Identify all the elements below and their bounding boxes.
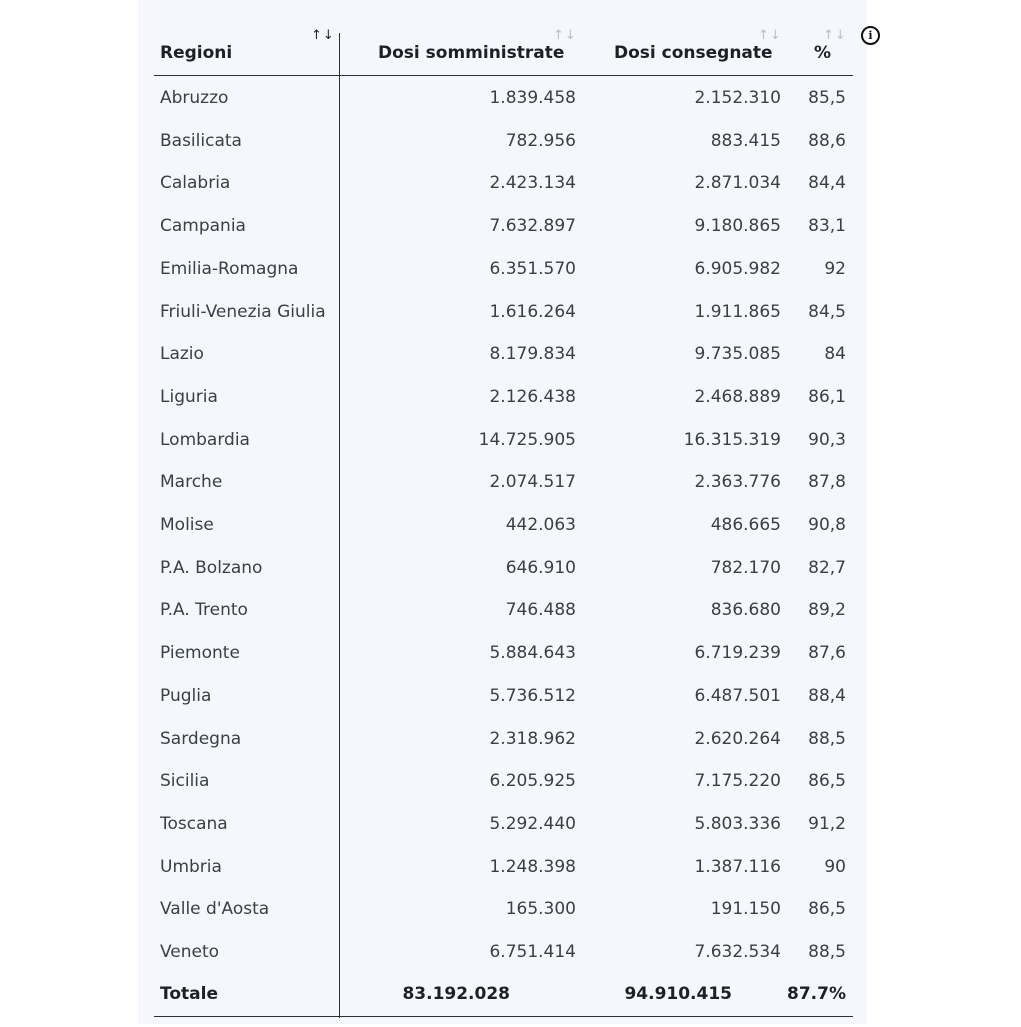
cell-percent: 86,5	[808, 899, 846, 920]
cell-dosi-somministrate: 5.884.643	[489, 643, 576, 664]
cell-region: Puglia	[160, 685, 212, 706]
cell-region: Calabria	[160, 173, 231, 194]
cell-percent: 89,2	[808, 600, 846, 621]
cell-dosi-consegnate: 782.170	[710, 557, 781, 578]
table-row	[154, 430, 854, 473]
cell-dosi-consegnate: 2.871.034	[694, 173, 781, 194]
total-dosi-somministrate: 83.192.028	[402, 984, 510, 1004]
cell-percent: 87,8	[808, 472, 846, 493]
cell-region: Lazio	[160, 344, 204, 365]
cell-dosi-consegnate: 191.150	[710, 899, 781, 920]
total-dosi-consegnate: 94.910.415	[624, 984, 732, 1004]
cell-percent: 85,5	[808, 88, 846, 108]
table-row	[154, 515, 854, 558]
table-row	[154, 131, 854, 174]
cell-region: Marche	[160, 472, 223, 493]
table-row	[154, 387, 854, 430]
cell-region: Lombardia	[160, 429, 250, 450]
header-regioni[interactable]: Regioni	[160, 43, 233, 63]
cell-region: Sicilia	[160, 771, 210, 792]
sort-regioni-icon[interactable]: ↑↓	[311, 28, 335, 43]
cell-dosi-consegnate: 7.175.220	[694, 771, 781, 792]
cell-dosi-somministrate: 2.318.962	[489, 728, 576, 749]
table-row	[154, 344, 854, 387]
cell-dosi-somministrate: 5.292.440	[489, 813, 576, 834]
cell-percent: 91,2	[808, 813, 846, 834]
cell-percent: 82,7	[808, 557, 846, 578]
cell-dosi-somministrate: 1.616.264	[489, 301, 576, 322]
cell-region: Liguria	[160, 386, 218, 407]
cell-dosi-consegnate: 2.468.889	[694, 386, 781, 407]
table-row	[154, 729, 854, 772]
table-total-row	[154, 984, 854, 1027]
cell-dosi-somministrate: 2.126.438	[489, 386, 576, 407]
table-row	[154, 643, 854, 686]
cell-dosi-somministrate: 6.205.925	[489, 771, 576, 792]
cell-region: Campania	[160, 216, 246, 237]
cell-dosi-consegnate: 1.911.865	[694, 301, 781, 322]
cell-percent: 88,4	[808, 685, 846, 706]
table-row	[154, 259, 854, 302]
cell-dosi-consegnate: 2.152.310	[694, 88, 781, 108]
cell-dosi-somministrate: 2.423.134	[489, 173, 576, 194]
cell-region: Valle d'Aosta	[160, 899, 270, 920]
table-row	[154, 857, 854, 900]
header-percent[interactable]: %	[814, 43, 832, 63]
cell-dosi-consegnate: 836.680	[710, 600, 781, 621]
cell-percent: 83,1	[808, 216, 846, 237]
cell-percent: 86,1	[808, 386, 846, 407]
cell-percent: 90,8	[808, 515, 846, 535]
cell-dosi-somministrate: 746.488	[505, 600, 576, 621]
cell-region: P.A. Bolzano	[160, 557, 263, 578]
cell-dosi-somministrate: 5.736.512	[489, 685, 576, 706]
table-row	[154, 472, 854, 515]
cell-dosi-somministrate: 6.751.414	[489, 942, 576, 962]
cell-percent: 84,4	[808, 173, 846, 194]
cell-dosi-somministrate: 646.910	[505, 557, 576, 578]
cell-dosi-somministrate: 165.300	[505, 899, 576, 920]
table-row	[154, 216, 854, 259]
cell-region: Molise	[160, 515, 214, 535]
cell-dosi-consegnate: 6.487.501	[694, 685, 781, 706]
cell-region: P.A. Trento	[160, 600, 248, 621]
cell-region: Umbria	[160, 856, 222, 877]
table-row	[154, 899, 854, 942]
cell-dosi-somministrate: 1.248.398	[489, 856, 576, 877]
header-divider	[154, 75, 853, 76]
cell-dosi-somministrate: 14.725.905	[478, 429, 576, 450]
cell-dosi-consegnate: 16.315.319	[683, 429, 781, 450]
cell-region: Sardegna	[160, 728, 242, 749]
cell-region: Abruzzo	[160, 88, 229, 108]
total-label: Totale	[160, 984, 218, 1004]
cell-region: Basilicata	[160, 130, 242, 151]
cell-dosi-consegnate: 9.735.085	[694, 344, 781, 365]
cell-dosi-consegnate: 1.387.116	[694, 856, 781, 877]
cell-dosi-consegnate: 7.632.534	[694, 942, 781, 962]
sort-percent-icon[interactable]: ↑↓	[823, 28, 847, 43]
cell-dosi-consegnate: 486.665	[710, 515, 781, 535]
cell-dosi-consegnate: 2.363.776	[694, 472, 781, 493]
cell-dosi-somministrate: 782.956	[505, 130, 576, 151]
cell-dosi-consegnate: 6.719.239	[694, 643, 781, 664]
cell-dosi-somministrate: 442.063	[505, 515, 576, 535]
cell-region: Emilia-Romagna	[160, 258, 299, 279]
header-dosi-consegnate[interactable]: Dosi consegnate	[614, 43, 773, 63]
cell-dosi-somministrate: 7.632.897	[489, 216, 576, 237]
table-row	[154, 771, 854, 814]
cell-percent: 88,5	[808, 728, 846, 749]
cell-percent: 84	[824, 344, 846, 365]
cell-region: Piemonte	[160, 643, 240, 664]
cell-dosi-somministrate: 1.839.458	[489, 88, 576, 108]
cell-region: Friuli-Venezia Giulia	[160, 301, 326, 322]
header-dosi-somministrate[interactable]: Dosi somministrate	[378, 43, 565, 63]
cell-dosi-somministrate: 8.179.834	[489, 344, 576, 365]
cell-percent: 88,5	[808, 942, 846, 962]
sort-somministrate-icon[interactable]: ↑↓	[553, 28, 577, 43]
cell-percent: 84,5	[808, 301, 846, 322]
cell-percent: 88,6	[808, 130, 846, 151]
table-row	[154, 814, 854, 857]
cell-dosi-consegnate: 5.803.336	[694, 813, 781, 834]
cell-region: Toscana	[160, 813, 228, 834]
info-icon[interactable]: i	[861, 26, 880, 45]
cell-dosi-consegnate: 9.180.865	[694, 216, 781, 237]
table-row	[154, 558, 854, 601]
cell-percent: 90,3	[808, 429, 846, 450]
sort-consegnate-icon[interactable]: ↑↓	[758, 28, 782, 43]
table-row	[154, 686, 854, 729]
table-row	[154, 173, 854, 216]
table-row	[154, 302, 854, 345]
table-row	[154, 600, 854, 643]
cell-percent: 92	[824, 258, 846, 279]
table-row	[154, 942, 854, 985]
total-percent: 87.7%	[787, 984, 846, 1004]
cell-dosi-somministrate: 6.351.570	[489, 258, 576, 279]
table-row	[154, 88, 854, 131]
cell-dosi-consegnate: 2.620.264	[694, 728, 781, 749]
cell-percent: 86,5	[808, 771, 846, 792]
cell-percent: 87,6	[808, 643, 846, 664]
cell-dosi-somministrate: 2.074.517	[489, 472, 576, 493]
cell-region: Veneto	[160, 942, 220, 962]
cell-percent: 90	[824, 856, 846, 877]
cell-dosi-consegnate: 883.415	[710, 130, 781, 151]
cell-dosi-consegnate: 6.905.982	[694, 258, 781, 279]
